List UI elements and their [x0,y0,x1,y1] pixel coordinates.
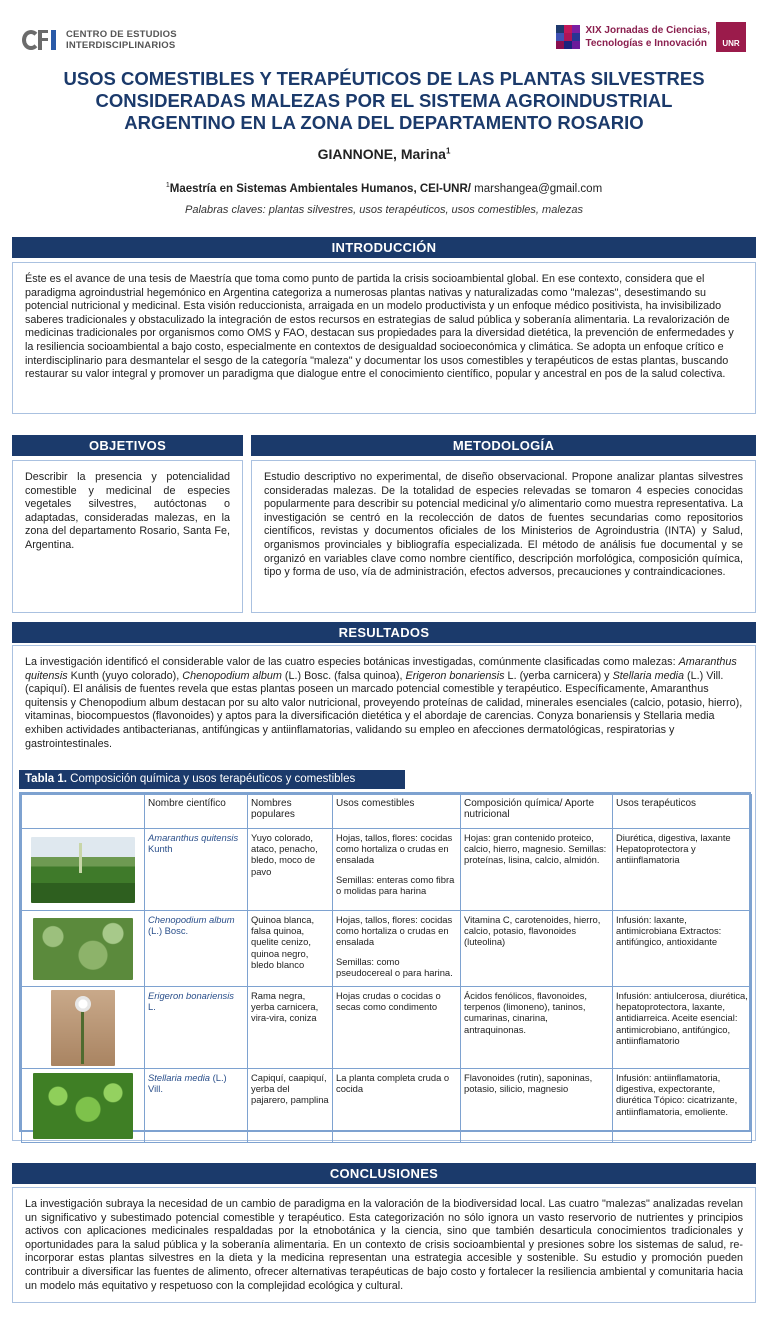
scientific-name [145,1069,248,1143]
cei-logo-mark [22,28,58,52]
table-row [22,987,752,1069]
cei-logo-text [66,29,177,51]
table-header-cell: Nombre científico [145,795,248,829]
affiliation [0,182,768,195]
intro-box [12,262,756,414]
edible-uses: Hojas crudas o cocidas o secas como condimento [333,987,461,1069]
amaranthus-photo [31,837,135,903]
plant-photo-cell [22,911,145,987]
table-header-cell: Composición química/ Aporte nutricional [461,795,613,829]
org-name-line2: INTERDISCIPLINARIOS [66,40,176,51]
popular-names: Capiquí, caapiquí, yerba del pajarero, pamplina [248,1069,333,1143]
scientific-name [145,829,248,911]
results-text-part: Kunth (yuyo colorado), [67,669,183,682]
popular-names: Quinoa blanca, falsa quinoa, quelite cenizo, quinoa negro, bledo blanco [248,911,333,987]
conclusions-text: La investigación subraya la necesidad de un cambio de paradigma en la valoración de la biodiversidad local. Las cuatro "malezas" analizadas revelan un significativo y subestimado potencial comestible y terapéutico. Esta categorización no sólo ignora un vasto reservorio de nutrientes y principios activos con aplicaciones medicinales respaldadas por la etnobotánica y la ciencia, sino que también desarticula conocimientos tradicionales y oportunidades para la salud pública y la soberanía alimentaria. En un contexto de crisis socioambiental y presiones sobre los sistemas de salud, re-incorporar estas plantas silvestres en la dieta y la medicina representan una estrategia accesible y sostenible. Su estudio y promoción pueden contribuir a diversificar las fuentes de alimento, ofrecer alternativas terapéuticas de bajo costo y fortalecer la resiliencia ambiental y comunitaria hacia un modelo más equitativo y respetuoso con la complejidad ecológica y cultural. [25,1198,743,1292]
conclusions-heading: CONCLUSIONES [12,1163,756,1184]
objectives-text: Describir la presencia y potencialidad comestible y medicinal de especies vegetales silvestres, autóctonas o adaptadas, consideradas malezas, en la zona del departamento Rosario, Santa Fe, Argentina. [25,471,230,551]
scientific-name-italic: Chenopodium album [148,914,235,925]
event-name-line1: XIX Jornadas de Ciencias, [585,25,710,36]
plant-photo-cell [22,829,145,911]
scientific-name-author: (L.) Vill. [148,1072,227,1095]
methodology-text: Estudio descriptivo no experimental, de diseño observacional. Propone analizar plantas silvestres consideradas malezas. De la totalidad de especies relevadas se tomaron 4 especies conocidas popularmente para describir su potencial medicinal y/o alimentario como muestra representativa. La investigación se centró en la recolección de datos de fuentes secundarias como repositorios científicos, revistas y documentos oficiales de los Ministerios de Agroindustria (INTA) y Salud, organismos provinciales y bibliografía especializada. El método de análisis fue documental y se organizó en variables clave como nombre científico, descripción morfológica, composición química, tipo y forma de uso, vía de administración, efectos adversos, precauciones y contraindicaciones. [264,471,743,579]
author-name: GIANNONE, Marina [317,146,446,162]
popular-names: Rama negra, yerba carnicera, vira-vira, coniza [248,987,333,1069]
poster-title: USOS COMESTIBLES Y TERAPÉUTICOS DE LAS PLANTAS SILVESTRES CONSIDERADAS MALEZAS POR EL SISTEMA AGROINDUSTRIAL ARGENTINO EN LA ZONA DEL DEPARTAMENTO ROSARIO [63,68,705,133]
scientific-name [145,911,248,987]
species-name: Stellaria media [612,669,684,682]
table-row [22,1069,752,1143]
author-sup: 1 [445,146,451,156]
unr-logo: UNR [716,22,746,52]
objectives-heading: OBJETIVOS [12,435,243,456]
therapeutic-uses: Infusión: antiulcerosa, diurética, hepatoprotectora, laxante, antidiarreica. Aceite esencial: antimicrobiano, antifúngico, antiinflamatorio [613,987,752,1069]
edible-use-text: Hojas, tallos, flores: cocidas como hortaliza o crudas en ensalada [336,832,453,866]
plant-photo-cell [22,1069,145,1143]
table-header-cell [22,795,145,829]
keywords: Palabras claves: plantas silvestres, usos terapéuticos, usos comestibles, malezas [184,204,583,216]
therapeutic-uses: Infusión: laxante, antimicrobiana Extractos: antifúngico, antioxidante [613,911,752,987]
chemical-composition: Vitamina C, carotenoides, hierro, calcio, potasio, flavonoides (luteolina) [461,911,613,987]
species-name: Chenopodium album [182,669,282,682]
species-name: Erigeron bonariensis [405,669,505,682]
methodology-heading: METODOLOGÍA [251,435,756,456]
edible-uses: La planta completa cruda o cocida [333,1069,461,1143]
edible-uses [333,911,461,987]
affiliation-sup: 1 [165,182,170,189]
author-email: marshangea@gmail.com [470,182,603,195]
table-header-row [22,795,752,829]
table-row [22,829,752,911]
event-logo [556,22,747,52]
results-text-part: (L.) Vill. (capiquí). El análisis de fuentes revela que estas plantas poseen un marcado potencial comestible y terapéutico. Específicamente, Amaranthus quitensis y Chenopodium album destacan por su alto valor nutricional, proveyendo proteínas de calidad, minerales esenciales (calcio, potasio, hierro), vitaminas, biocompuestos (flavonoides) y aptos para la diversificación dietética y el abordaje de carencias. Conyza bonariensis y Stellaria media exhiben actividades antibacterianas, antifúngicas y antiinflamatorias, validando su empleo en afecciones dermatológicas, respiratorias y gastrointestinales. [25,669,743,750]
event-name-line2: Tecnologías e Innovación [585,38,708,49]
org-name-line1: CENTRO DE ESTUDIOS [66,29,177,40]
objectives-box [12,460,243,613]
chemical-composition: Flavonoides (rutin), saponinas, potasio, silicio, magnesio [461,1069,613,1143]
event-name [586,24,711,50]
results-heading: RESULTADOS [12,622,756,643]
event-mosaic-icon [556,25,580,49]
scientific-name-italic: Amaranthus quitensis [148,832,239,843]
table-caption [19,770,405,789]
therapeutic-uses: Infusión: antiinflamatoria, digestiva, expectorante, diurética Tópico: cicatrizante, antiinflamatoria, emoliente. [613,1069,752,1143]
intro-text: Éste es el avance de una tesis de Maestría que toma como punto de partida la crisis socioambiental global. En ese contexto, considera que el paradigma agroindustrial hegemónico en Argentina categoriza a numerosas plantas nativas y naturalizadas como "malezas", desestimando su potencial nutricional y medicinal. Esta visión reduccionista, arraigada en un modelo productivista y un enfoque médico positivista, ha invisibilizado saberes tradicionales y obstaculizado la integración de estos recursos en estrategias de salud pública y soberanía alimentaria. La revalorización de medicinas tradicionales por organismos como OMS y FAO, destacan sus propiedades para la diversidad dietética, la prevención de enfermedades y la resiliencia socioambiental a bajo costo, especialmente en contextos de desigualdad socioeconómica y climática. Se adopta un enfoque crítico e interdisciplinario para desmantelar el sesgo de la categoría "maleza" y documentar los usos comestibles y terapéuticos de estas plantas, buscando restaurar su valor integral y promover un paradigma que dialogue entre el conocimiento científico, popular y ancestral en pos de la salud colectiva. [25,273,734,381]
table-header-cell: Nombres populares [248,795,333,829]
stellaria-photo [33,1073,133,1139]
scientific-name-author: Kunth [148,843,173,855]
chemical-composition: Ácidos fenólicos, flavonoides, terpenos (limoneno), taninos, cumarinas, cinarina, antraquinonas. [461,987,613,1069]
table-header-cell: Usos comestibles [333,795,461,829]
results-text-part: L. (yerba carnicera) y [504,669,613,682]
edible-use-text: Hojas, tallos, flores: cocidas como hortaliza o crudas en ensalada [336,914,453,948]
scientific-name-italic: Stellaria media [148,1072,211,1083]
chenopodium-photo [33,918,133,980]
chemical-composition: Hojas: gran contenido proteico, calcio, hierro, magnesio. Semillas: proteínas, lisina, calcio, almidón. [461,829,613,911]
table-row [22,911,752,987]
table-header-cell: Usos terapéuticos [613,795,752,829]
table-caption-text: Composición química y usos terapéuticos y comestibles [66,773,356,785]
table-caption-label: Tabla 1. [25,773,67,785]
edible-use-text: Semillas: enteras como fibra o molidas para harina [336,873,455,896]
erigeron-photo [51,990,115,1066]
author [0,146,768,162]
scientific-name-author: L. [148,1001,156,1013]
poster-header [22,22,746,62]
results-text [25,656,743,751]
therapeutic-uses: Diurética, digestiva, laxante Hepatoprotectora y antiinflamatoria [613,829,752,911]
cei-logo [22,28,177,52]
methodology-box [251,460,756,613]
scientific-name-author: (L.) Bosc. [148,925,189,937]
edible-use-text: Semillas: como pseudocereal o para harina. [336,955,453,978]
scientific-name-italic: Erigeron bonariensis [148,990,234,1001]
intro-heading: INTRODUCCIÓN [12,237,756,258]
plant-photo-cell [22,987,145,1069]
composition-table [19,792,751,1132]
species-name: Amaranthus quitensis [25,656,737,682]
results-text-part: La investigación identificó el considerable valor de las cuatro especies botánicas investigadas, comúnmente clasificadas como malezas: [25,656,679,668]
conclusions-box [12,1187,756,1303]
scientific-name [145,987,248,1069]
popular-names: Yuyo colorado, ataco, penacho, bledo, moco de pavo [248,829,333,911]
affiliation-program: Maestría en Sistemas Ambientales Humanos, CEI-UNR/ [169,182,471,195]
edible-uses [333,829,461,911]
results-text-part: (L.) Bosc. (falsa quinoa), [281,669,406,682]
